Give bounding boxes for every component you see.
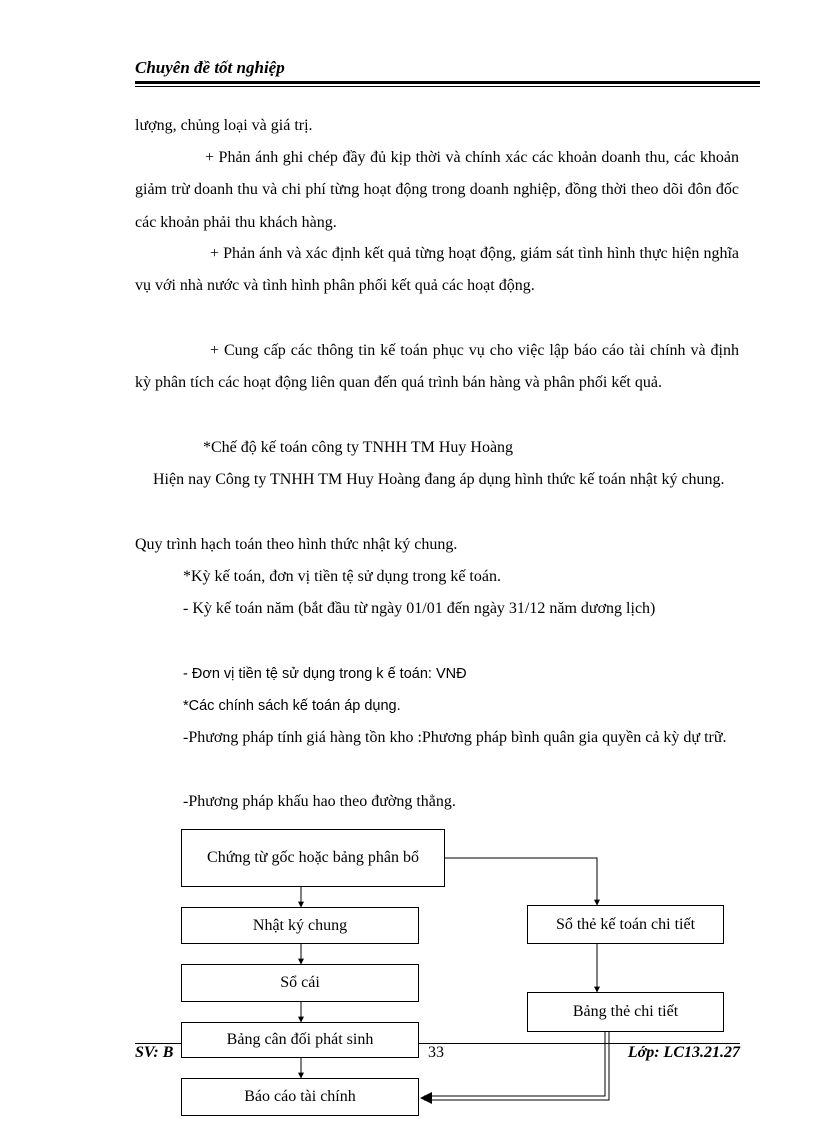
arrow-table-to-report-outer xyxy=(424,1032,605,1096)
arrowhead-report xyxy=(420,1092,432,1104)
paragraph-13: -Phương pháp khấu hao theo đường thẳng. xyxy=(183,793,456,810)
box-ledger: Sổ cái xyxy=(181,964,419,1002)
paragraph-7: Quy trình hạch toán theo hình thức nhật ký chung. xyxy=(135,536,458,553)
footer-student: SV: B xyxy=(135,1044,174,1061)
arrow-source-to-detail-book xyxy=(445,858,597,905)
paragraph-2: + Phản ánh ghi chép đầy đủ kịp thời và chính xác các khoản doanh thu, các khoản giảm trừ doanh thu và chi phí từng hoạt động trong doanh nghiệp, đồng thời theo dõi đôn đốc các khoản phải thu khách hàng. xyxy=(135,149,739,231)
paragraph-6: Hiện nay Công ty TNHH TM Huy Hoàng đang áp dụng hình thức kế toán nhật ký chung. xyxy=(153,471,725,488)
box-trial-balance: Bảng cân đối phát sinh xyxy=(181,1022,419,1058)
paragraph-11: *Các chính sách kế toán áp dụng. xyxy=(183,698,401,714)
box-financial-report: Báo cáo tài chính xyxy=(181,1078,419,1116)
paragraph-8: *Kỳ kế toán, đơn vị tiền tệ sử dụng trong kế toán. xyxy=(183,568,501,585)
paragraph-10: - Đơn vị tiền tệ sử dụng trong k ế toán: VNĐ xyxy=(183,666,467,682)
paragraph-1: lượng, chủng loại và giá trị. xyxy=(135,117,313,134)
box-source-documents: Chứng từ gốc hoặc bảng phân bổ xyxy=(181,829,445,887)
box-detail-book: Sổ thẻ kế toán chi tiết xyxy=(527,905,724,944)
paragraph-3: + Phản ánh và xác định kết quả từng hoạt động, giám sát tình hình thực hiện nghĩa vụ với nhà nước và tình hình phân phối kết quả các hoạt động. xyxy=(135,245,739,295)
paragraph-4: + Cung cấp các thông tin kế toán phục vụ cho việc lập báo cáo tài chính và định kỳ phân tích các hoạt động liên quan đến quá trình bán hàng và phân phối kết quả. xyxy=(135,342,739,392)
paragraph-12: -Phương pháp tính giá hàng tồn kho :Phương pháp bình quân gia quyền cả kỳ dự trữ. xyxy=(183,729,727,746)
footer-class: Lớp: LC13.21.27 xyxy=(627,1044,740,1061)
header-title: Chuyên đề tốt nghiệp xyxy=(135,58,285,77)
box-general-journal: Nhật ký chung xyxy=(181,907,419,944)
footer-page-number: 33 xyxy=(428,1044,444,1061)
box-detail-table: Bảng thẻ chi tiết xyxy=(527,992,724,1032)
paragraph-5: *Chế độ kế toán công ty TNHH TM Huy Hoàng xyxy=(203,439,514,456)
paragraph-9: - Kỳ kế toán năm (bắt đầu từ ngày 01/01 đến ngày 31/12 năm dương lịch) xyxy=(183,600,656,617)
